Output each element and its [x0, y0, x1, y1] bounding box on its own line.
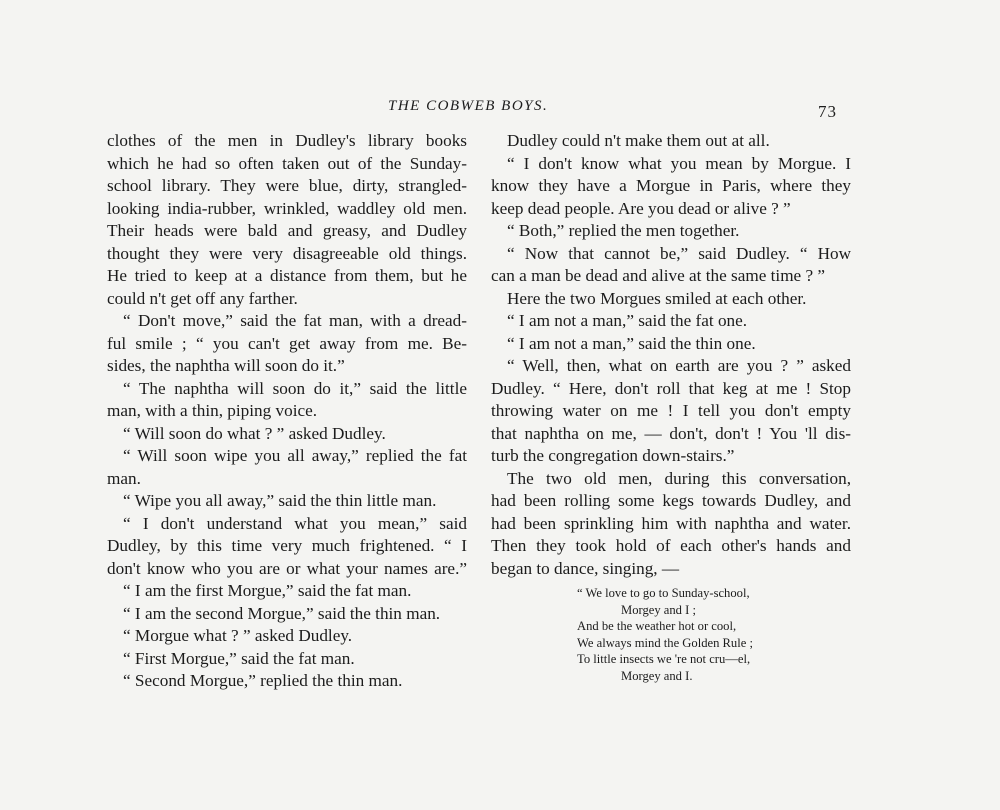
text-line: “ Wipe you all away,” said the thin little man. — [123, 491, 437, 510]
text-line: looking india-rubber, wrinkled, waddley old men. — [107, 198, 467, 218]
verse-line: To little insects we 're not cru—el, — [577, 652, 751, 666]
text-line: had been sprinkling him with naphtha and water. — [491, 513, 851, 533]
page-number: 73 — [818, 102, 837, 121]
verse-line: Morgey and I ; — [621, 602, 696, 617]
text-line: Dudley. “ Here, don't roll that keg at me ! Stop — [491, 378, 851, 398]
text-line: “ Second Morgue,” replied the thin man. — [123, 671, 403, 690]
page-header — [0, 94, 1000, 121]
verse-line: We always mind the Golden Rule ; — [577, 635, 753, 650]
text-line: sides, the naphtha will soon do it.” — [107, 356, 345, 375]
text-line: which he had so often taken out of the Sunday- — [107, 153, 467, 173]
left-column — [107, 130, 467, 693]
text-line: Dudley, by this time very much frightened. “ I — [107, 536, 467, 555]
text-line: “ Will soon wipe you all away,” replied the fat — [123, 446, 467, 465]
verse-line: “ We love to go to Sunday-school, — [577, 586, 750, 600]
text-line: “ I don't understand what you mean,” said — [123, 513, 467, 533]
text-line: “ I don't know what you mean by Morgue. I — [507, 153, 851, 173]
text-line: throwing water on me ! I tell you don't empty — [491, 401, 851, 420]
right-column — [491, 130, 851, 580]
text-line: thought they were very disagreeable old things. — [107, 243, 467, 263]
text-line: “ I am the first Morgue,” said the fat man. — [123, 581, 412, 600]
text-line: Here the two Morgues smiled at each other. — [507, 288, 807, 308]
text-line: could n't get off any farther. — [107, 288, 298, 308]
song-verse — [577, 585, 877, 684]
text-line: “ Both,” replied the men together. — [507, 221, 740, 240]
text-line: had been rolling some kegs towards Dudley, and — [491, 491, 851, 510]
text-line: “ The naphtha will soon do it,” said the little — [123, 378, 467, 398]
text-line: Their heads were bald and greasy, and Dudley — [107, 221, 467, 240]
text-line: “ I am not a man,” said the fat one. — [507, 311, 748, 330]
text-line: school library. They were blue, dirty, strangled- — [107, 176, 467, 195]
text-line: ful smile ; “ you can't get away from me. Be- — [107, 333, 467, 353]
text-line: “ Now that cannot be,” said Dudley. “ How — [507, 243, 851, 263]
text-line: began to dance, singing, — — [491, 558, 680, 578]
text-line: The two old men, during this conversation, — [507, 468, 851, 488]
text-line: “ Morgue what ? ” asked Dudley. — [123, 626, 353, 645]
running-head: THE COBWEB BOYS. — [388, 98, 549, 114]
text-line: “ First Morgue,” said the fat man. — [123, 648, 355, 668]
text-line: “ I am the second Morgue,” said the thin man. — [123, 603, 441, 623]
text-line: “ I am not a man,” said the thin one. — [507, 333, 756, 353]
text-line: Dudley could n't make them out at all. — [507, 131, 770, 150]
text-line: keep dead people. Are you dead or alive ? ” — [491, 198, 791, 218]
text-line: “ Will soon do what ? ” asked Dudley. — [123, 423, 386, 443]
text-line: that naphtha on me, — don't, don't ! You 'll dis- — [491, 423, 851, 443]
text-line: Then they took hold of each other's hands and — [491, 536, 851, 555]
text-line: “ Well, then, what on earth are you ? ” asked — [507, 356, 851, 375]
text-line: He tried to keep at a distance from them, but he — [107, 266, 467, 285]
text-line: turb the congregation down-stairs.” — [491, 446, 735, 465]
text-line: don't know who you are or what your names are.” — [107, 558, 467, 578]
text-line: “ Don't move,” said the fat man, with a dread- — [123, 311, 467, 330]
text-line: know they have a Morgue in Paris, where they — [491, 176, 851, 195]
text-line: man. — [107, 468, 141, 488]
verse-line: And be the weather hot or cool, — [577, 619, 737, 633]
text-line: man, with a thin, piping voice. — [107, 401, 318, 420]
text-line: can a man be dead and alive at the same time ? ” — [491, 266, 826, 285]
verse-line: Morgey and I. — [621, 668, 693, 683]
text-line: clothes of the men in Dudley's library books — [107, 131, 467, 150]
